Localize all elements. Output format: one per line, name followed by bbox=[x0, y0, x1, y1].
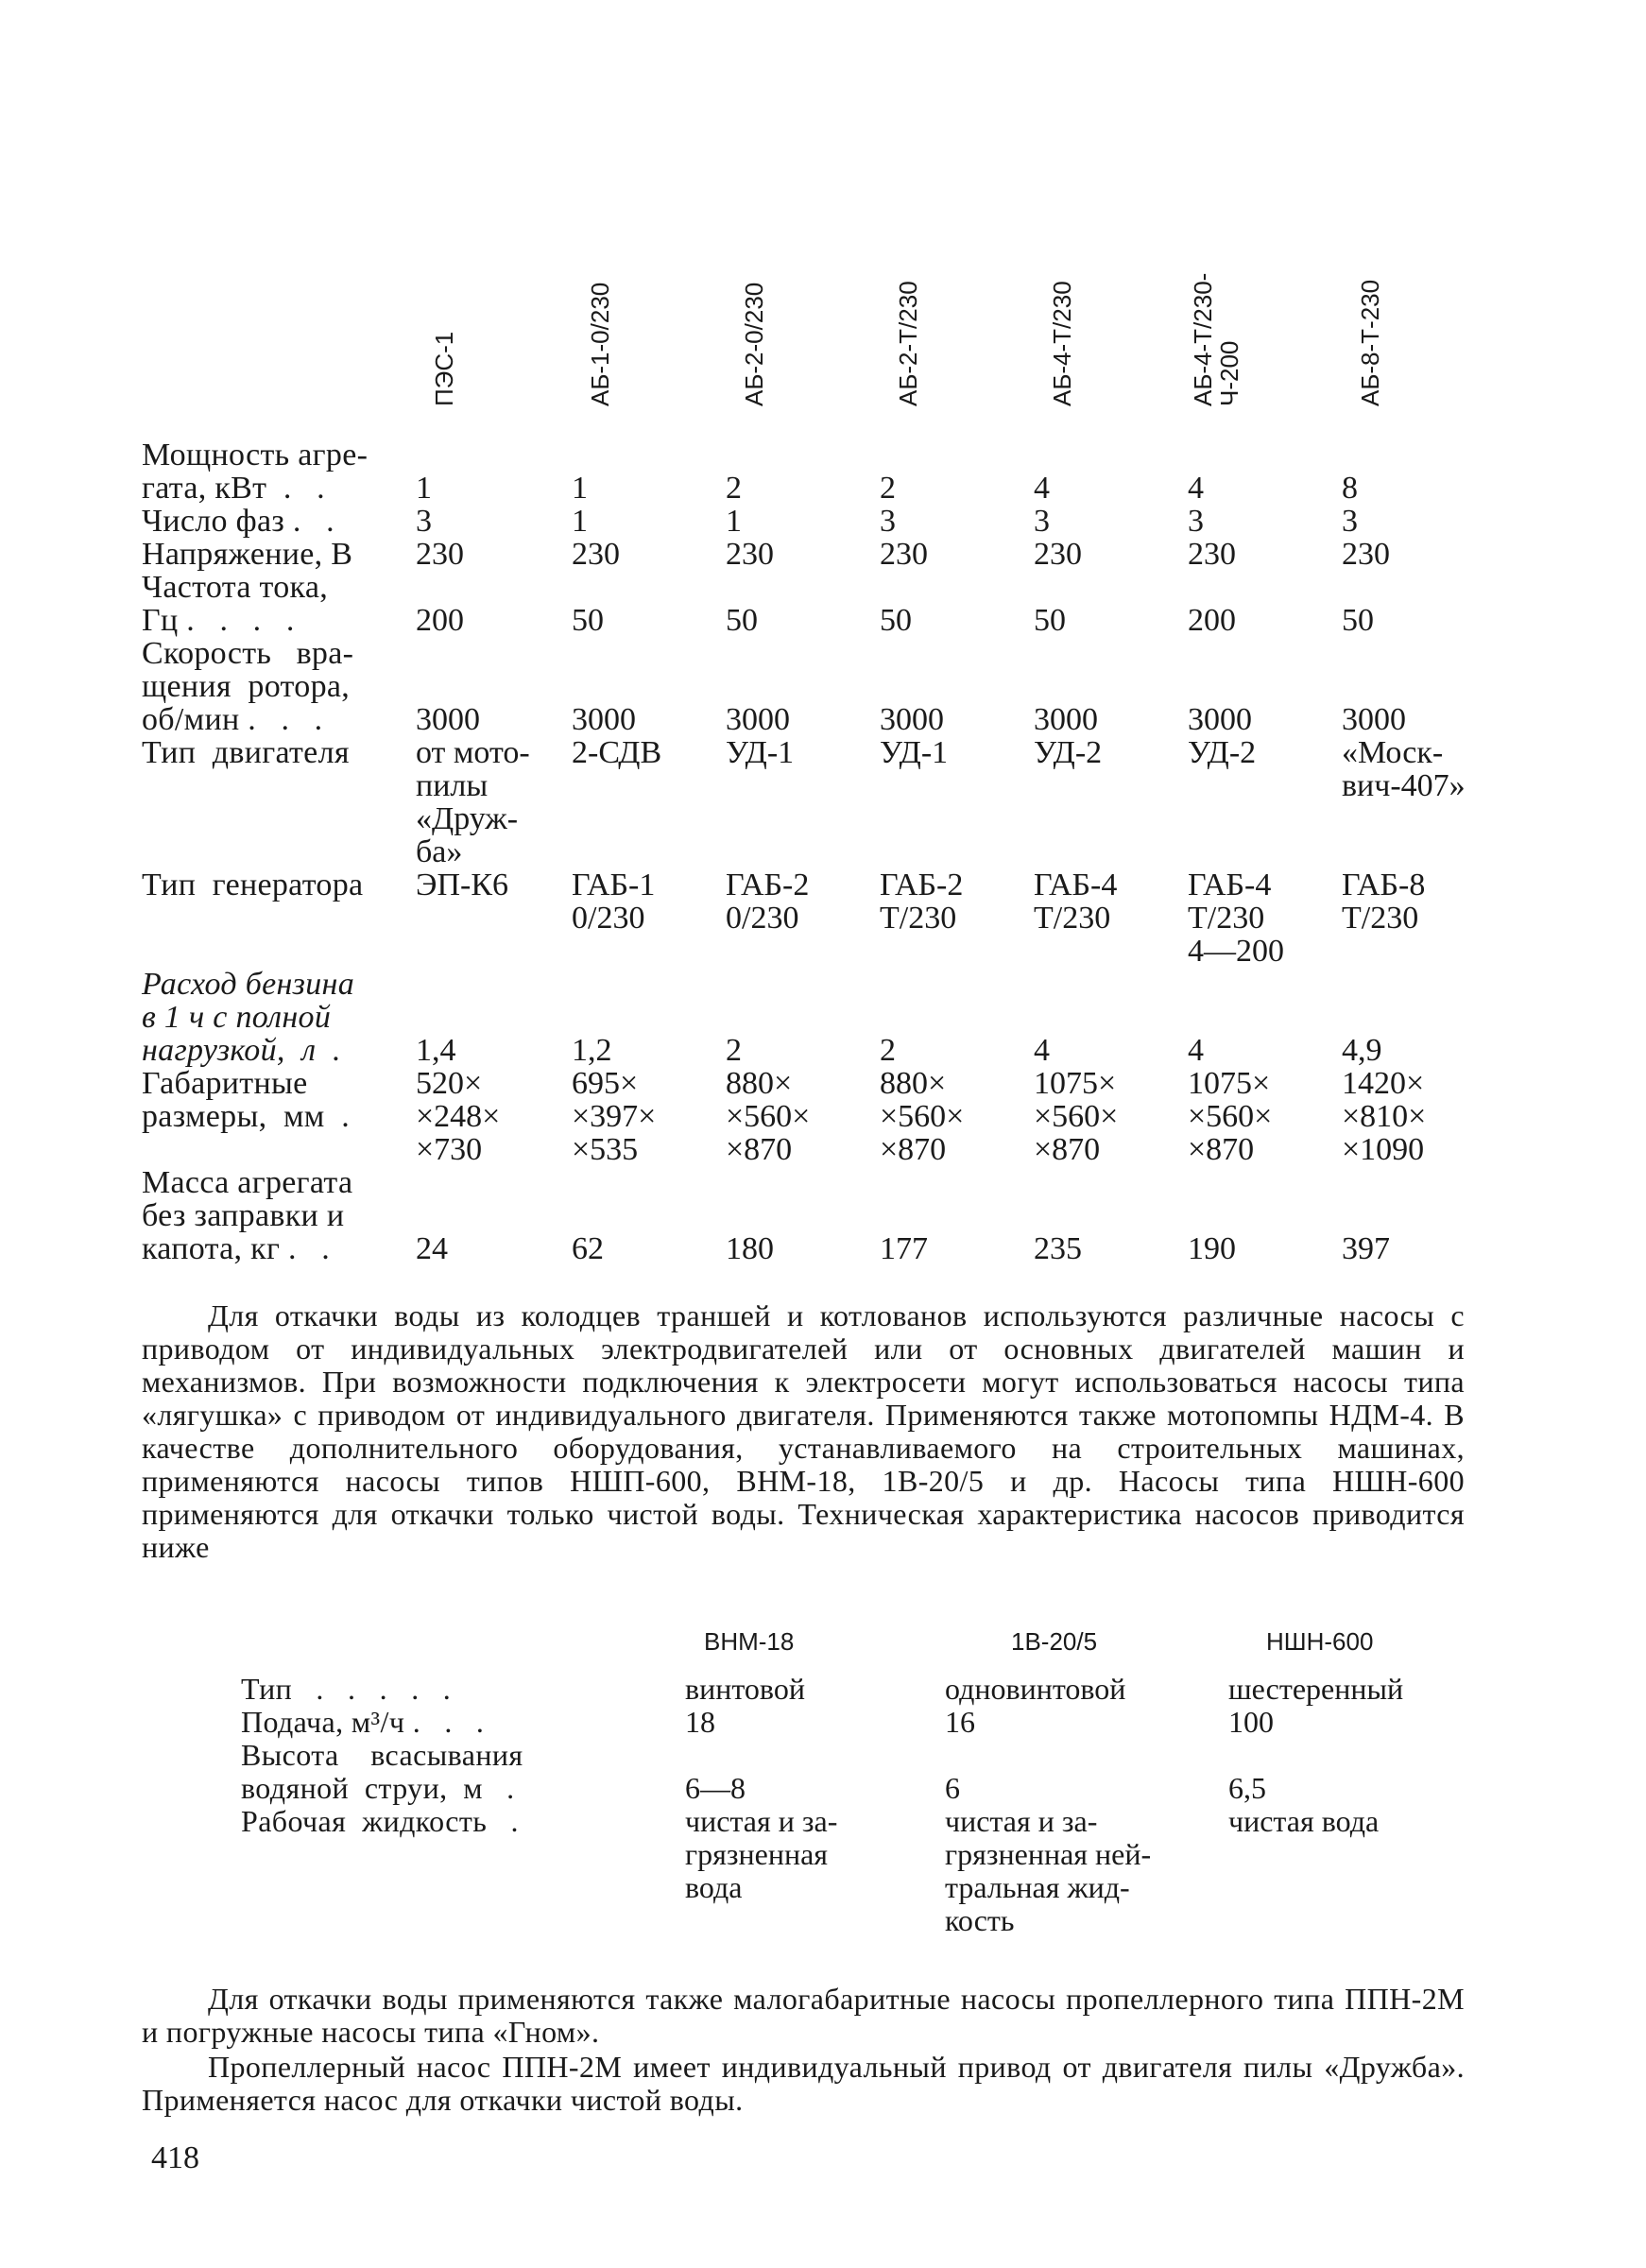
table-cell: одновинтовой bbox=[945, 1672, 1126, 1706]
table-cell: 3000 bbox=[726, 702, 790, 737]
table-cell: 18 bbox=[685, 1705, 715, 1739]
row-label: Скорость вра- щения ротора, об/мин . . . bbox=[142, 636, 354, 737]
table-cell: 6,5 bbox=[1228, 1771, 1266, 1805]
table-cell: 62 bbox=[572, 1231, 604, 1266]
table-cell: чистая и за- грязненная вода bbox=[685, 1804, 838, 1904]
table-cell: 50 bbox=[880, 603, 912, 638]
table-cell: ГАБ-1 0/230 bbox=[572, 868, 656, 936]
row-label: Частота тока, Гц . . . . bbox=[142, 570, 329, 638]
row-label: Мощность агре- гата, кВт . . bbox=[142, 438, 369, 506]
column-header: АБ-2-Т/230 bbox=[894, 281, 922, 406]
column-header: НШН-600 bbox=[1266, 1627, 1374, 1656]
row-label: Напряжение, В bbox=[142, 537, 353, 572]
table-row bbox=[142, 637, 1483, 736]
row-label: Тип генератора bbox=[142, 868, 364, 902]
table-cell: УД-1 bbox=[880, 735, 949, 770]
table-cell: 6 bbox=[945, 1771, 960, 1805]
column-header: ПЭС-1 bbox=[430, 331, 458, 406]
pump-table-header bbox=[241, 1625, 1469, 1673]
table-cell: 50 bbox=[1342, 603, 1374, 638]
table-cell: 3 bbox=[1342, 504, 1358, 539]
table-cell: 1075× ×560× ×870 bbox=[1034, 1066, 1119, 1167]
column-header: АБ-2-0/230 bbox=[740, 282, 768, 406]
table-cell: 230 bbox=[726, 537, 774, 572]
row-label: Тип . . . . . bbox=[241, 1672, 452, 1706]
table-cell: 880× ×560× ×870 bbox=[880, 1066, 965, 1167]
table-cell: 230 bbox=[416, 537, 464, 572]
table-cell: 1 bbox=[572, 504, 588, 539]
table-cell: УД-2 bbox=[1034, 735, 1103, 770]
paragraph-propeller-pumps: Для откачки воды применяются также малогабаритные насосы пропеллерного типа ППН-2М и погружные насосы типа «Гном». bbox=[142, 1982, 1465, 2049]
column-header: ВНМ-18 bbox=[704, 1627, 795, 1656]
table-cell: 4 bbox=[1034, 1033, 1050, 1068]
row-label: Масса агрегата без заправки и капота, кг . . bbox=[142, 1165, 353, 1266]
table-cell: 2-СДВ bbox=[572, 735, 662, 770]
row-label: Габаритные размеры, мм . bbox=[142, 1066, 351, 1134]
table-cell: 520× ×248× ×730 bbox=[416, 1066, 501, 1167]
table-row bbox=[142, 571, 1483, 637]
generator-table-header bbox=[142, 227, 1483, 406]
table-cell: ГАБ-4 Т/230 bbox=[1034, 868, 1118, 936]
table-cell: винтовой bbox=[685, 1672, 805, 1706]
table-row bbox=[142, 868, 1483, 968]
table-cell: «Моск- вич-407» bbox=[1342, 735, 1466, 803]
table-cell: 2 bbox=[880, 471, 896, 506]
table-cell: 3 bbox=[1188, 504, 1204, 539]
table-cell: 3000 bbox=[1342, 702, 1406, 737]
table-cell: 397 bbox=[1342, 1231, 1390, 1266]
table-cell: шестеренный bbox=[1228, 1672, 1404, 1706]
table-row bbox=[241, 1805, 1469, 1937]
paragraph-ppn-2m: Пропеллерный насос ППН-2М имеет индивидуальный привод от двигателя пилы «Дружба». Применяется насос для откачки чистой воды. bbox=[142, 2050, 1465, 2117]
table-cell: 200 bbox=[416, 603, 464, 638]
table-cell: 3 bbox=[880, 504, 896, 539]
table-cell: 230 bbox=[880, 537, 928, 572]
table-cell: 1,4 bbox=[416, 1033, 456, 1068]
table-cell: 1420× ×810× ×1090 bbox=[1342, 1066, 1427, 1167]
table-cell: 177 bbox=[880, 1231, 928, 1266]
table-cell: 6—8 bbox=[685, 1771, 746, 1805]
table-cell: 3000 bbox=[1034, 702, 1098, 737]
table-row bbox=[142, 736, 1483, 868]
table-cell: 2 bbox=[880, 1033, 896, 1068]
table-cell: 2 bbox=[726, 1033, 742, 1068]
table-cell: 230 bbox=[572, 537, 620, 572]
table-cell: ГАБ-8 Т/230 bbox=[1342, 868, 1426, 936]
row-label: Подача, м³/ч . . . bbox=[241, 1705, 485, 1739]
generator-table bbox=[142, 227, 1483, 1265]
table-row bbox=[241, 1673, 1469, 1706]
table-cell: 1 bbox=[572, 471, 588, 506]
table-cell: 3000 bbox=[1188, 702, 1252, 737]
row-label: Рабочая жидкость . bbox=[241, 1804, 519, 1838]
row-label: Число фаз . . bbox=[142, 504, 334, 539]
table-cell: 8 bbox=[1342, 471, 1358, 506]
table-cell: 190 bbox=[1188, 1231, 1236, 1266]
table-cell: 4 bbox=[1188, 471, 1204, 506]
table-cell: УД-1 bbox=[726, 735, 795, 770]
table-cell: 1,2 bbox=[572, 1033, 612, 1068]
table-cell: ГАБ-4 Т/230 4—200 bbox=[1188, 868, 1284, 969]
column-header: АБ-8-Т-230 bbox=[1356, 279, 1384, 406]
table-row bbox=[142, 968, 1483, 1067]
page-number: 418 bbox=[151, 2140, 199, 2175]
column-header: АБ-1-0/230 bbox=[586, 282, 614, 406]
paragraph-pumps-intro: Для откачки воды из колодцев траншей и котлованов используются различные насосы с приводом от индивидуальных электродвигателей или от основных двигателей машин и механизмов. При возможности подключения к электросети могут использоваться насосы типа «лягушка» с приводом от индивидуального двигателя. Применяются также мотопомпы НДМ-4. В качестве дополнительного оборудования, устанавливаемого на строительных машинах, применяются насосы типов НШП-600, ВНМ-18, 1В-20/5 и др. Насосы типа НШН-600 применяются для откачки только чистой воды. Техническая характеристика насосов приводится ниже bbox=[142, 1298, 1465, 1564]
column-header: АБ-4-Т/230- Ч-200 bbox=[1189, 272, 1243, 406]
table-cell: 3 bbox=[1034, 504, 1050, 539]
table-row bbox=[241, 1739, 1469, 1805]
row-label: Расход бензина в 1 ч с полной нагрузкой, л . bbox=[142, 967, 355, 1068]
table-cell: 4 bbox=[1034, 471, 1050, 506]
table-cell: 695× ×397× ×535 bbox=[572, 1066, 657, 1167]
table-cell: 180 bbox=[726, 1231, 774, 1266]
table-cell: 1 bbox=[726, 504, 742, 539]
table-cell: 50 bbox=[1034, 603, 1066, 638]
table-cell: ЭП-К6 bbox=[416, 868, 508, 902]
table-cell: 880× ×560× ×870 bbox=[726, 1066, 811, 1167]
table-row bbox=[142, 438, 1483, 505]
table-cell: ГАБ-2 0/230 bbox=[726, 868, 810, 936]
table-cell: 230 bbox=[1034, 537, 1082, 572]
table-cell: 100 bbox=[1228, 1705, 1274, 1739]
table-row bbox=[142, 1166, 1483, 1265]
column-header: АБ-4-Т/230 bbox=[1048, 281, 1076, 406]
table-cell: 4,9 bbox=[1342, 1033, 1382, 1068]
table-row bbox=[142, 505, 1483, 538]
table-cell: ГАБ-2 Т/230 bbox=[880, 868, 964, 936]
table-cell: 200 bbox=[1188, 603, 1236, 638]
table-row bbox=[241, 1706, 1469, 1739]
table-cell: 50 bbox=[572, 603, 604, 638]
table-cell: чистая вода bbox=[1228, 1804, 1380, 1838]
table-cell: 2 bbox=[726, 471, 742, 506]
table-cell: 24 bbox=[416, 1231, 448, 1266]
table-cell: 235 bbox=[1034, 1231, 1082, 1266]
table-cell: от мото- пилы «Друж- ба» bbox=[416, 735, 530, 869]
pump-table-body bbox=[241, 1673, 1469, 1937]
table-cell: 1075× ×560× ×870 bbox=[1188, 1066, 1273, 1167]
table-cell: УД-2 bbox=[1188, 735, 1257, 770]
generator-table-body bbox=[142, 438, 1483, 1265]
table-cell: чистая и за- грязненная ней- тральная жид- кость bbox=[945, 1804, 1152, 1937]
column-header: 1В-20/5 bbox=[1011, 1627, 1098, 1656]
table-cell: 3000 bbox=[416, 702, 480, 737]
table-cell: 50 bbox=[726, 603, 758, 638]
table-row bbox=[142, 538, 1483, 571]
table-cell: 1 bbox=[416, 471, 432, 506]
table-cell: 16 bbox=[945, 1705, 975, 1739]
table-cell: 4 bbox=[1188, 1033, 1204, 1068]
row-label: Высота всасывания водяной струи, м . bbox=[241, 1738, 523, 1805]
row-label: Тип двигателя bbox=[142, 735, 350, 770]
table-cell: 230 bbox=[1342, 537, 1390, 572]
table-cell: 3000 bbox=[572, 702, 636, 737]
table-cell: 230 bbox=[1188, 537, 1236, 572]
table-row bbox=[142, 1067, 1483, 1166]
pump-table bbox=[241, 1625, 1469, 1937]
table-cell: 3000 bbox=[880, 702, 944, 737]
table-cell: 3 bbox=[416, 504, 432, 539]
